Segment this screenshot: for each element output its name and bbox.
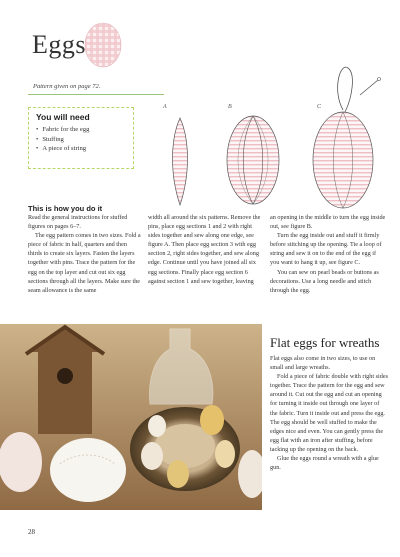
flat-eggs-text (270, 354, 388, 472)
figure-c-hanging-egg (313, 67, 381, 208)
figure-label-c: C (317, 104, 322, 110)
divider-line (28, 94, 164, 95)
you-will-need-list (36, 125, 89, 154)
page-title: Eggs (32, 30, 86, 59)
figure-a-egg-section (173, 118, 188, 205)
page-number: 28 (28, 528, 35, 536)
figure-label-b: B (228, 104, 232, 110)
flat-eggs-title: Flat eggs for wreaths (270, 335, 380, 350)
instructions-column-1 (28, 213, 142, 295)
paragraph: The egg pattern comes in two sizes. Fold a piece of fabric in half, quarters and then thirds to create six layers. Fasten the layers together with pins. Trace the pattern for the egg on the top layer and cut out six egg sections through all the layers. Make sure the seam allowance is the same (28, 232, 141, 294)
paragraph: Fold a piece of fabric double with right sides together. Trace the pattern for the egg and sew around it. Cut out the egg and cut an opening for turning it inside out through one layer of the fabric. Turn it inside out and press the egg. The egg should be well stuffed to make the edges nice and even. You can gently press the egg flat with an iron after stuffing, before tacking up the opening on the back. (270, 373, 389, 453)
how-to-title: This is how you do it (28, 204, 103, 213)
paragraph: You can sew on pearl beads or buttons as decorations. Use a long needle and stitch through the egg. (270, 268, 379, 294)
you-will-need-title: You will need (36, 112, 90, 122)
paragraph: width all around the six patterns. Remove the pins, place egg sections 1 and 2 with right sides together and sew along one edge, see figure A. Then place egg section 3 with egg section 2, right sides together, and sew along edge. Continue until you have joined all six egg sections. Finally place egg section 6 against section 1 and sew together, leaving (148, 214, 261, 285)
instructions-column-3 (270, 213, 386, 295)
wreath-photo (0, 324, 262, 510)
list-item: • A piece of string (36, 144, 89, 154)
paragraph: Flat eggs also come in two sizes, to use on small and large wreaths. (270, 355, 376, 372)
paragraph: Glue the eggs round a wreath with a glue gun. (270, 455, 379, 472)
figure-label-a: A (163, 104, 167, 110)
gingham-egg-icon (85, 23, 121, 67)
paragraph: Read the general instructions for stuffed figures on pages 6–7. (28, 214, 128, 231)
list-item: • Fabric for the egg (36, 125, 89, 135)
paragraph: an opening in the middle to turn the egg inside out, see figure B. (270, 214, 386, 231)
list-item: • Stuffing (36, 135, 89, 145)
instructions-column-2 (148, 213, 264, 286)
paragraph: Turn the egg inside out and stuff it firmly before stitching up the opening. Tie a loop of string and sew it on to the end of the egg if you want to hang it up, see figure C. (270, 232, 382, 267)
pattern-reference: Pattern given on page 72. (33, 83, 101, 90)
figure-b-egg (227, 116, 279, 204)
wreath-photo-illustration (0, 324, 262, 510)
